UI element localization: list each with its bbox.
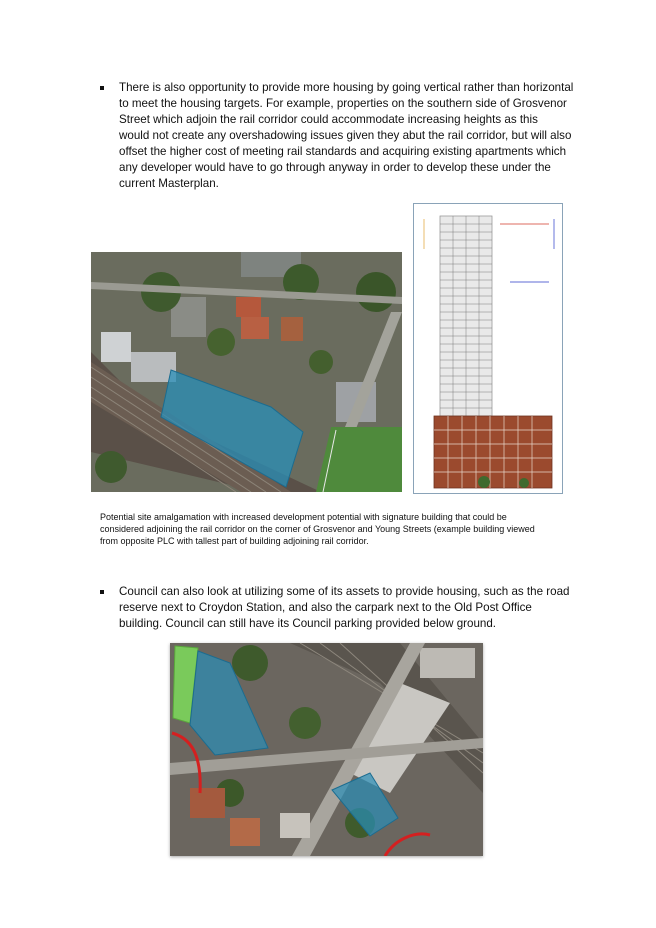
text-line: to meet the housing targets. For example, properties on the southern side of Grosvenor xyxy=(119,97,567,110)
aerial-photo-grosvenor-site xyxy=(91,252,402,492)
paragraph-text xyxy=(119,584,580,632)
text-line: building. Council can still have its Council parking provided below ground. xyxy=(119,617,497,630)
caption-line: Potential site amalgamation with increased development potential with signature building that could be xyxy=(100,512,507,522)
text-line: There is also opportunity to provide more housing by going vertical rather than horizontal xyxy=(119,81,574,94)
figure-caption xyxy=(100,511,570,547)
bullet-paragraph-vertical-housing xyxy=(100,80,580,192)
text-line: reserve next to Croydon Station, and also the carpark next to the Old Post Office xyxy=(119,601,532,614)
text-line: any developer would have to go through anyway in order to develop these under the xyxy=(119,161,551,174)
square-bullet-icon xyxy=(100,86,104,90)
square-bullet-icon xyxy=(100,590,104,594)
bullet-paragraph-council-assets xyxy=(100,584,580,632)
text-line: would not create any overshadowing issues given they abut the rail corridor, but will also xyxy=(119,129,572,142)
paragraph-text xyxy=(119,80,580,192)
text-line: Council can also look at utilizing some of its assets to provide housing, such as the road xyxy=(119,585,570,598)
building-elevation-drawing xyxy=(413,203,563,494)
caption-line: considered adjoining the rail corridor on the corner of Grosvenor and Young Streets (example building viewed xyxy=(100,524,535,534)
aerial-photo-croydon-station xyxy=(170,643,483,856)
caption-line: from opposite PLC with tallest part of building adjoining rail corridor. xyxy=(100,536,369,546)
text-line: Street which adjoin the rail corridor could accommodate increasing heights as this xyxy=(119,113,538,126)
text-line: current Masterplan. xyxy=(119,177,219,190)
text-line: offset the higher cost of meeting rail standards and acquiring existing apartments which xyxy=(119,145,567,158)
